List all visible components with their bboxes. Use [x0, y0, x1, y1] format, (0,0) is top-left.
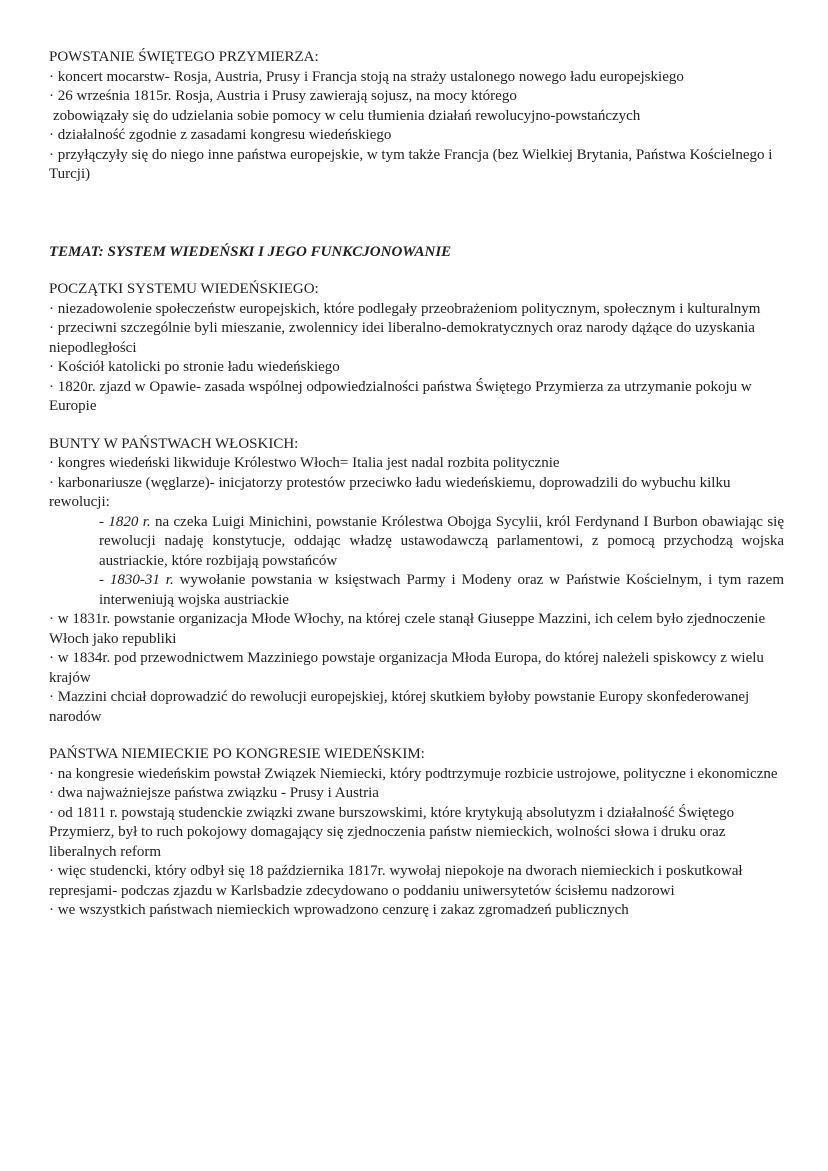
topic-title: TEMAT: SYSTEM WIEDEŃSKI I JEGO FUNKCJONOWANIE	[49, 243, 452, 260]
list-item: · na kongresie wiedeńskim powstał Związek Niemiecki, który podtrzymuje rozbicie ustrojowe, polityczne i ekonomiczne	[49, 765, 778, 782]
list-item: · koncert mocarstw- Rosja, Austria, Prusy i Francja stoją na straży ustalonego nowego ładu europejskiego	[49, 68, 684, 85]
list-item: · kongres wiedeński likwiduje Królestwo Włoch= Italia jest nadal rozbita politycznie	[49, 455, 560, 471]
sub-item-text: na czeka Luigi Minichini, powstanie Królestwa Obojga Sycylii, król Ferdynand I Burbon obawiając się rewolucji nadaję konstytucje, oddając władzę ustawodawczą parlamentowi, z pomocą przychodzą wojska austriackie, które rozbijają powstańców	[99, 513, 784, 569]
list-item: · 1820r. zjazd w Opawie- zasada wspólnej odpowiedzialności państwa Świętego Przymierza za utrzymanie pokoju w Europie	[49, 378, 752, 414]
sub-item-prefix: -	[99, 572, 110, 588]
list-item: · Mazzini chciał doprowadzić do rewolucji europejskiej, której skutkiem byłoby powstanie Europy skonfederowanej narodów	[49, 689, 750, 725]
list-item: · Kościół katolicki po stronie ładu wiedeńskiego	[49, 359, 340, 375]
sub-item-text: wywołanie powstania w księstwach Parmy i Modeny oraz w Państwie Kościelnym, i tym razem interweniują wojska austriackie	[99, 572, 784, 608]
list-item-continuation: zobowiązały się do udzielania sobie pomocy w celu tłumienia działań rewolucyjno-powstańczych	[53, 107, 641, 124]
list-item: · działalność zgodnie z zasadami kongresu wiedeńskiego	[49, 127, 392, 143]
section-heading: PAŃSTWA NIEMIECKIE PO KONGRESIE WIEDEŃSKIM:	[49, 746, 425, 762]
sub-item-date: 1820 r.	[108, 513, 151, 530]
list-item: · więc studencki, który odbył się 18 października 1817r. wywołaj niepokoje na dworach niemieckich i poskutkował represjami- podczas zjazdu w Karlsbadzie zdecydowano o poddaniu uniwersytetów ścisłemu nadzorowi	[49, 863, 743, 899]
section-heading: BUNTY W PAŃSTWACH WŁOSKICH:	[49, 435, 299, 452]
sub-item-prefix: -	[99, 513, 109, 530]
section-italian-revolts	[49, 435, 784, 728]
section-heading: POWSTANIE ŚWIĘTEGO PRZYMIERZA:	[49, 49, 319, 65]
list-item: · przyłączyły się do niego inne państwa europejskie, w tym także Francja (bez Wielkiej Brytania, Państwa Kościelnego i Turcji)	[49, 146, 773, 182]
list-item: · od 1811 r. powstają studenckie związki zwane burszowskimi, które krytykują absolutyzm i działalność Świętego Przymierz, był to ruch pokojowy domagający się zjednoczenia państw niemieckich, wolności słowa i druku oraz liberalnych reform	[49, 804, 735, 860]
list-item: · niezadowolenie społeczeństw europejskich, które podlegały przeobrażeniom politycznym, społecznym i kulturalnym	[49, 300, 761, 317]
section-holy-alliance	[49, 48, 784, 185]
sub-list-item	[49, 571, 784, 610]
sub-item-date: 1830-31 r.	[109, 572, 174, 588]
section-german-states	[49, 745, 784, 921]
sub-list-item	[49, 513, 784, 572]
list-item: · dwa najważniejsze państwa związku - Prusy i Austria	[49, 785, 379, 801]
list-item: · w 1831r. powstanie organizacja Młode Włochy, na której czele stanął Giuseppe Mazzini, ich celem było zjednoczenie Włoch jako republiki	[49, 611, 766, 647]
list-item: · przeciwni szczególnie byli mieszanie, zwolennicy idei liberalno-demokratycznych oraz narody dążące do uzyskania niepodległości	[49, 320, 755, 356]
list-item: · we wszystkich państwach niemieckich wprowadzono cenzurę i zakaz zgromadzeń publicznych	[49, 902, 629, 918]
section-vienna-system-beginnings	[49, 280, 784, 417]
list-item: · karbonariusze (węglarze)- inicjatorzy protestów przeciwko ładu wiedeńskiemu, doprowadzili do wybuchu kilku rewolucji:	[49, 474, 731, 510]
list-item: · 26 września 1815r. Rosja, Austria i Prusy zawierają sojusz, na mocy którego	[49, 88, 517, 104]
document-page	[49, 48, 784, 921]
list-item: · w 1834r. pod przewodnictwem Mazziniego powstaje organizacja Młoda Europa, do której należeli spiskowcy z wielu krajów	[49, 650, 764, 686]
section-heading: POCZĄTKI SYSTEMU WIEDEŃSKIEGO:	[49, 281, 319, 297]
